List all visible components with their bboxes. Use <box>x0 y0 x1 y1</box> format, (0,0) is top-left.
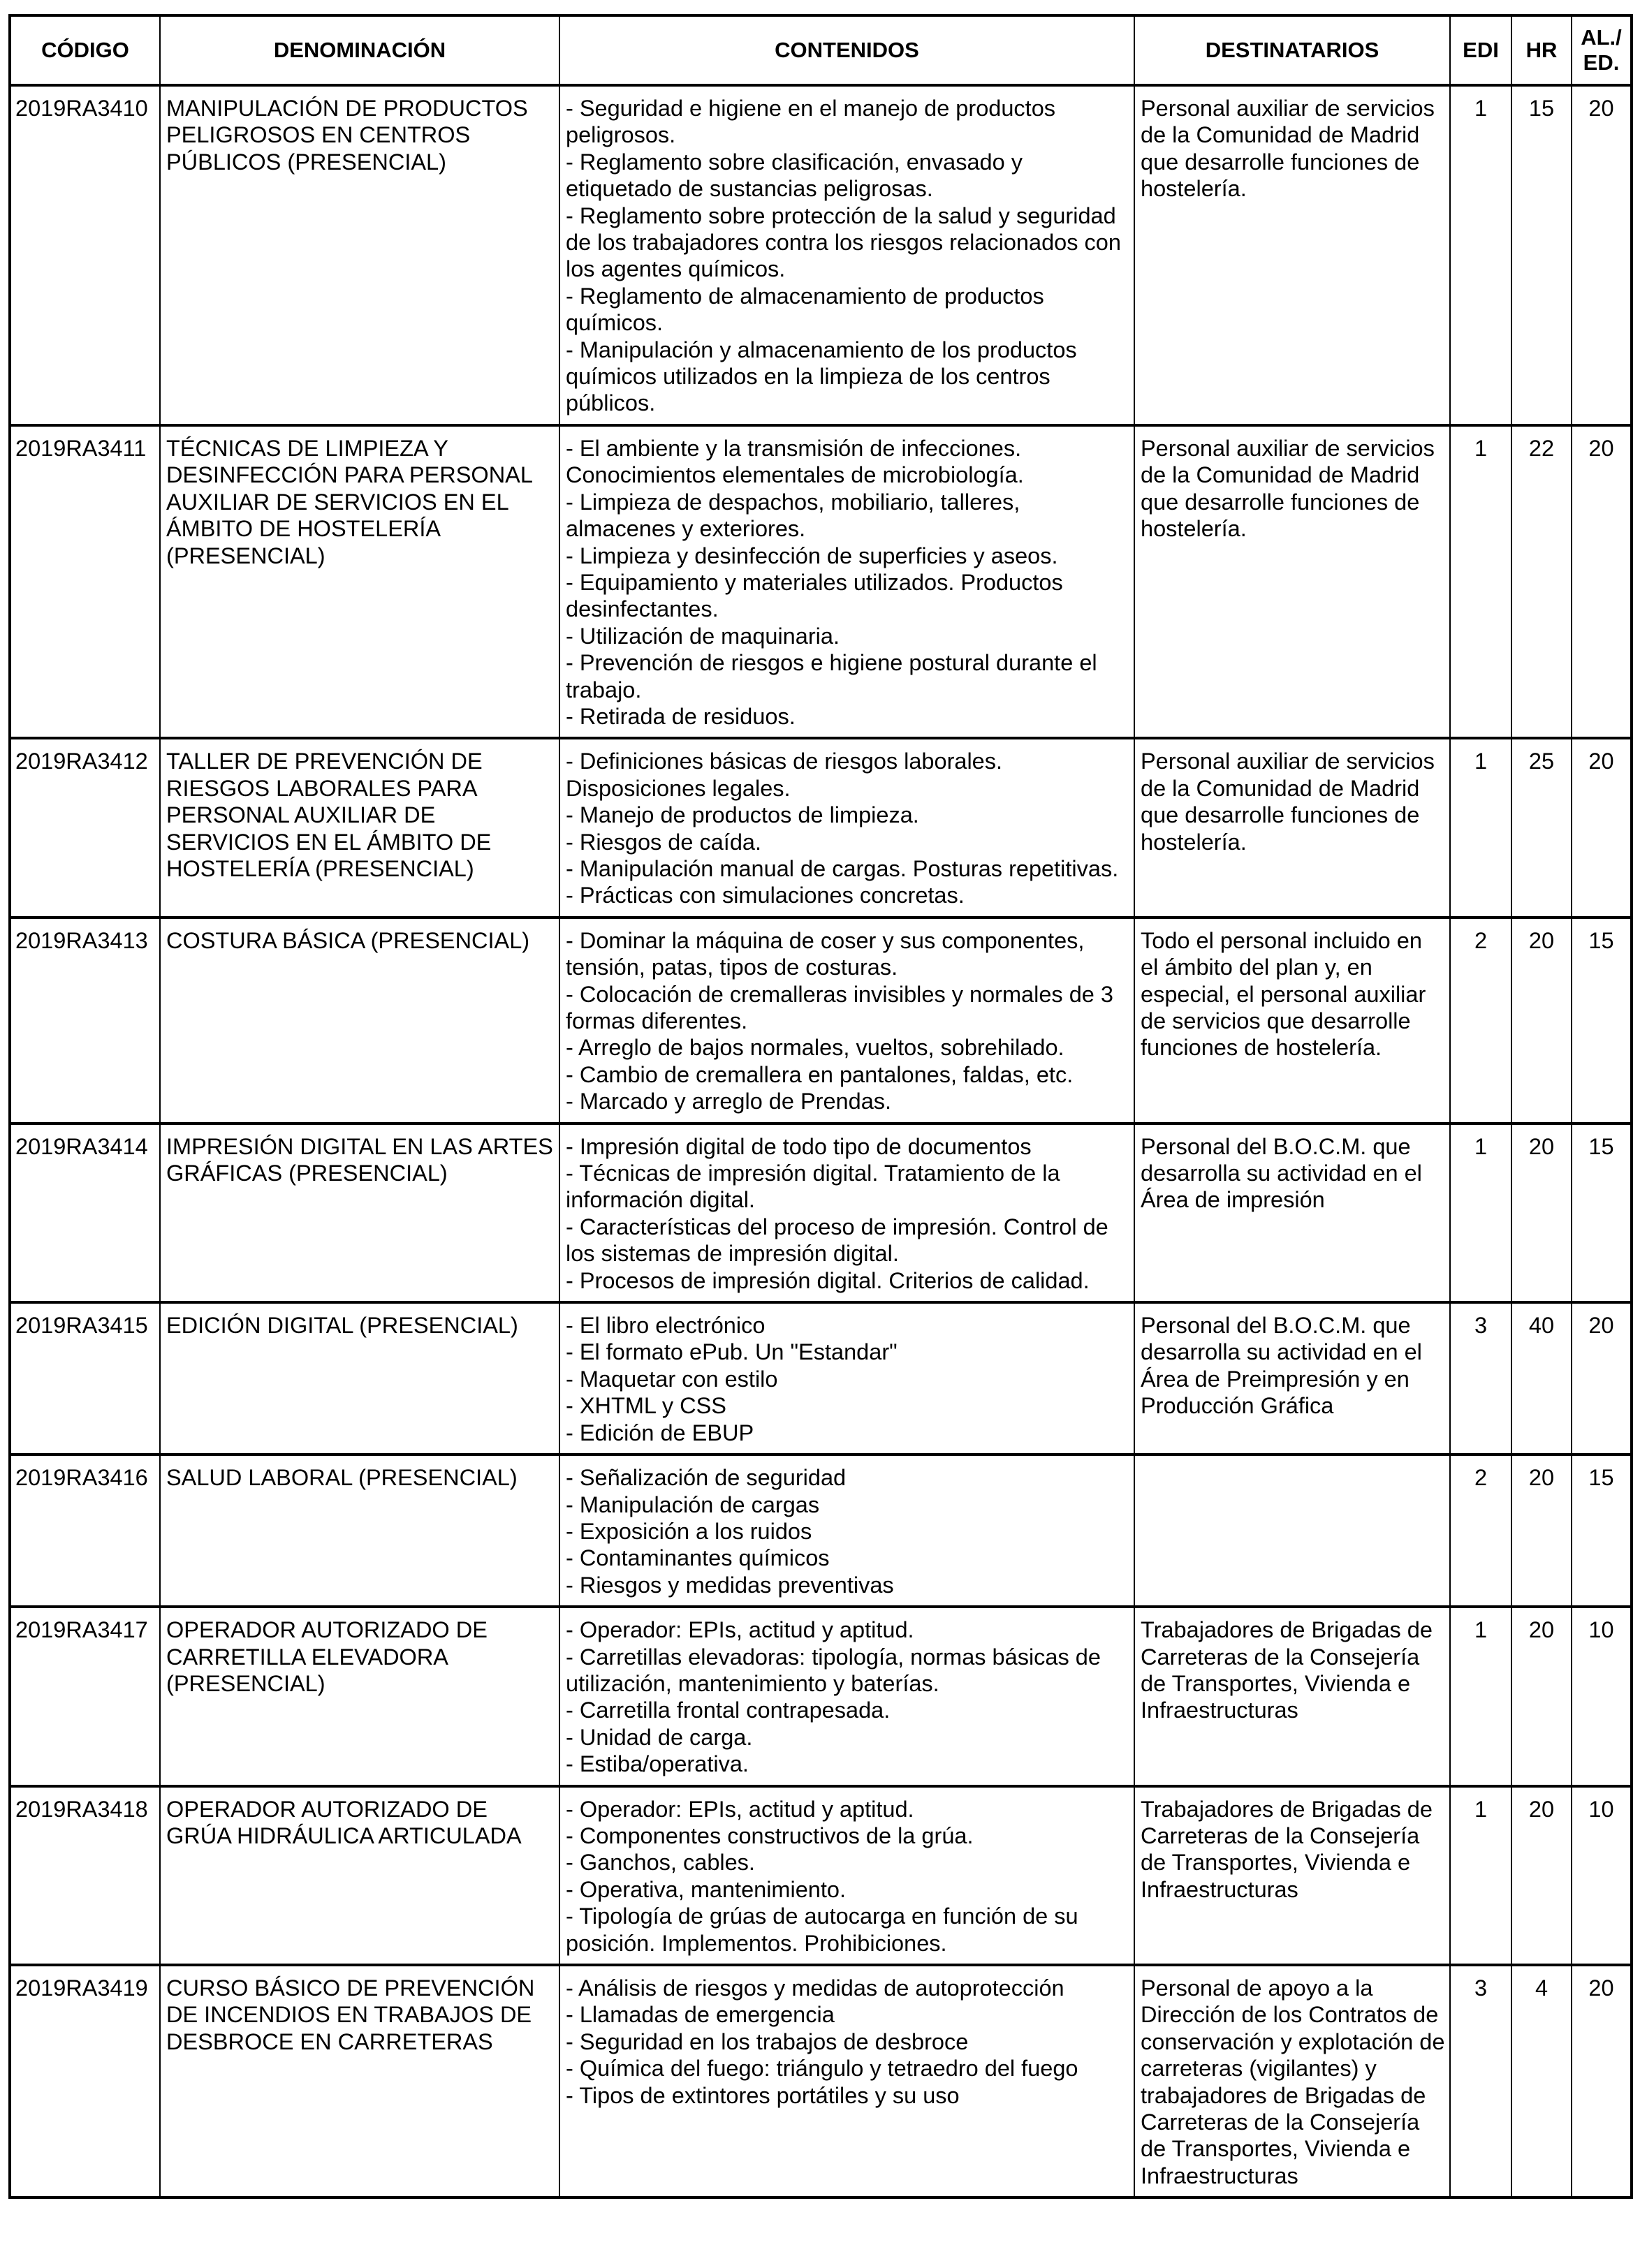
content-item: - Tipología de grúas de autocarga en función de su posición. Implementos. Prohibiciones. <box>566 1904 1078 1956</box>
cell-edi: 2 <box>1450 1455 1511 1607</box>
cell-al-ed: 20 <box>1572 1965 1632 2197</box>
cell-hr: 4 <box>1511 1965 1572 2197</box>
cell-al-ed: 20 <box>1572 85 1632 425</box>
content-item: - Equipamiento y materiales utilizados. Productos desinfectantes. <box>566 569 1063 622</box>
table-row <box>10 1124 1632 1302</box>
header-al-ed-line1: AL./ <box>1581 25 1622 50</box>
content-item: - Arreglo de bajos normales, vueltos, sobrehilado. <box>566 1035 1064 1061</box>
content-item: - Características del proceso de impresión. Control de los sistemas de impresión digital. <box>566 1214 1108 1267</box>
content-item: - Manipulación y almacenamiento de los productos químicos utilizados en la limpieza de los centros públicos. <box>566 337 1077 416</box>
content-item: - Cambio de cremallera en pantalones, faldas, etc. <box>566 1061 1074 1087</box>
content-item: - XHTML y CSS <box>566 1393 726 1419</box>
cell-destinatarios: Personal del B.O.C.M. que desarrolla su actividad en el Área de impresión <box>1134 1124 1450 1302</box>
header-al-ed-line2: ED. <box>1583 50 1620 75</box>
content-item: - Llamadas de emergencia <box>566 2002 835 2028</box>
cell-hr: 20 <box>1511 1124 1572 1302</box>
cell-contenidos <box>559 1455 1134 1607</box>
content-item: - Operador: EPIs, actitud y aptitud. <box>566 1617 914 1643</box>
content-item: - Tipos de extintores portátiles y su uso <box>566 2082 960 2108</box>
cell-al-ed: 20 <box>1572 425 1632 738</box>
cell-codigo: 2019RA3417 <box>10 1607 160 1785</box>
content-item: - Manipulación de cargas <box>566 1492 820 1517</box>
header-denominacion: DENOMINACIÓN <box>160 15 559 85</box>
cell-edi: 1 <box>1450 1124 1511 1302</box>
cell-al-ed: 15 <box>1572 1124 1632 1302</box>
cell-destinatarios: Personal auxiliar de servicios de la Comunidad de Madrid que desarrolle funciones de hostelería. <box>1134 85 1450 425</box>
content-item: - Limpieza de despachos, mobiliario, talleres, almacenes y exteriores. <box>566 489 1020 542</box>
cell-denominacion: COSTURA BÁSICA (PRESENCIAL) <box>160 918 559 1124</box>
content-item: - Carretilla frontal contrapesada. <box>566 1698 891 1723</box>
content-item: - El libro electrónico <box>566 1313 766 1339</box>
cell-contenidos <box>559 1607 1134 1785</box>
cell-destinatarios: Todo el personal incluido en el ámbito del plan y, en especial, el personal auxiliar de servicios que desarrolle funciones de hostelería. <box>1134 918 1450 1124</box>
content-item: - Edición de EBUP <box>566 1420 754 1445</box>
document-page <box>8 14 1630 2199</box>
content-item: - Colocación de cremalleras invisibles y normales de 3 formas diferentes. <box>566 981 1113 1033</box>
cell-codigo: 2019RA3412 <box>10 738 160 917</box>
cell-denominacion: EDICIÓN DIGITAL (PRESENCIAL) <box>160 1302 559 1455</box>
content-item: - Señalización de seguridad <box>566 1465 847 1491</box>
cell-edi: 2 <box>1450 918 1511 1124</box>
cell-codigo: 2019RA3414 <box>10 1124 160 1302</box>
content-item: - Marcado y arreglo de Prendas. <box>566 1089 892 1114</box>
cell-denominacion: CURSO BÁSICO DE PREVENCIÓN DE INCENDIOS EN TRABAJOS DE DESBROCE EN CARRETERAS <box>160 1965 559 2197</box>
cell-denominacion: MANIPULACIÓN DE PRODUCTOS PELIGROSOS EN CENTROS PÚBLICOS (PRESENCIAL) <box>160 85 559 425</box>
cell-edi: 3 <box>1450 1302 1511 1455</box>
content-item: - Utilización de maquinaria. <box>566 623 840 649</box>
content-item: - Unidad de carga. <box>566 1724 753 1750</box>
table-row <box>10 1455 1632 1607</box>
cell-contenidos <box>559 1302 1134 1455</box>
cell-denominacion: OPERADOR AUTORIZADO DE CARRETILLA ELEVADORA (PRESENCIAL) <box>160 1607 559 1785</box>
cell-al-ed: 20 <box>1572 738 1632 917</box>
cell-destinatarios <box>1134 1455 1450 1607</box>
cell-hr: 15 <box>1511 85 1572 425</box>
content-item: - Carretillas elevadoras: tipología, normas básicas de utilización, mantenimiento y baterías. <box>566 1644 1101 1696</box>
content-item: - Operador: EPIs, actitud y aptitud. <box>566 1796 914 1822</box>
cell-edi: 1 <box>1450 738 1511 917</box>
table-row <box>10 85 1632 425</box>
content-item: - Contaminantes químicos <box>566 1545 830 1571</box>
table-row <box>10 1607 1632 1785</box>
content-item: - Prevención de riesgos e higiene postural durante el trabajo. <box>566 650 1097 702</box>
content-item: - Riesgos y medidas preventivas <box>566 1572 894 1598</box>
content-item: - Reglamento sobre clasificación, envasado y etiquetado de sustancias peligrosas. <box>566 149 1023 202</box>
content-item: - Limpieza y desinfección de superficies y aseos. <box>566 543 1058 568</box>
content-item: - Manejo de productos de limpieza. <box>566 802 919 828</box>
content-item: - Componentes constructivos de la grúa. <box>566 1822 974 1848</box>
cell-contenidos <box>559 85 1134 425</box>
cell-denominacion: TALLER DE PREVENCIÓN DE RIESGOS LABORALES PARA PERSONAL AUXILIAR DE SERVICIOS EN EL ÁMBITO DE HOSTELERÍA (PRESENCIAL) <box>160 738 559 917</box>
cell-contenidos <box>559 1965 1134 2197</box>
content-item: - Técnicas de impresión digital. Tratamiento de la información digital. <box>566 1161 1060 1213</box>
table-row <box>10 425 1632 738</box>
content-item: - Prácticas con simulaciones concretas. <box>566 883 965 908</box>
courses-table <box>8 14 1633 2199</box>
cell-codigo: 2019RA3410 <box>10 85 160 425</box>
header-codigo: CÓDIGO <box>10 15 160 85</box>
content-item: - Exposición a los ruidos <box>566 1518 812 1544</box>
content-item: - Procesos de impresión digital. Criterios de calidad. <box>566 1267 1090 1293</box>
table-body <box>10 85 1632 2197</box>
content-item: - Reglamento sobre protección de la salud y seguridad de los trabajadores contra los riesgos relacionados con los agentes químicos. <box>566 202 1121 282</box>
cell-contenidos <box>559 425 1134 738</box>
cell-codigo: 2019RA3411 <box>10 425 160 738</box>
table-row <box>10 738 1632 917</box>
cell-hr: 20 <box>1511 1607 1572 1785</box>
cell-destinatarios: Personal de apoyo a la Dirección de los Contratos de conservación y explotación de carreteras (vigilantes) y trabajadores de Brigadas de Carreteras de la Consejería de Transportes, Vivienda e Infraestructuras <box>1134 1965 1450 2197</box>
cell-codigo: 2019RA3419 <box>10 1965 160 2197</box>
cell-hr: 20 <box>1511 918 1572 1124</box>
cell-codigo: 2019RA3413 <box>10 918 160 1124</box>
cell-edi: 1 <box>1450 1607 1511 1785</box>
cell-edi: 1 <box>1450 1786 1511 1965</box>
content-item: - Operativa, mantenimiento. <box>566 1876 847 1902</box>
header-al-ed <box>1572 15 1632 85</box>
cell-edi: 3 <box>1450 1965 1511 2197</box>
cell-codigo: 2019RA3415 <box>10 1302 160 1455</box>
cell-destinatarios: Trabajadores de Brigadas de Carreteras de la Consejería de Transportes, Vivienda e Infraestructuras <box>1134 1786 1450 1965</box>
content-item: - Estiba/operativa. <box>566 1751 749 1777</box>
content-item: - Reglamento de almacenamiento de productos químicos. <box>566 283 1044 336</box>
table-row <box>10 1786 1632 1965</box>
cell-contenidos <box>559 1124 1134 1302</box>
cell-edi: 1 <box>1450 425 1511 738</box>
cell-hr: 20 <box>1511 1786 1572 1965</box>
cell-al-ed: 15 <box>1572 1455 1632 1607</box>
cell-codigo: 2019RA3416 <box>10 1455 160 1607</box>
header-hr: HR <box>1511 15 1572 85</box>
cell-destinatarios: Personal auxiliar de servicios de la Comunidad de Madrid que desarrolle funciones de hostelería. <box>1134 738 1450 917</box>
content-item: - Seguridad en los trabajos de desbroce <box>566 2028 969 2054</box>
cell-al-ed: 10 <box>1572 1786 1632 1965</box>
cell-hr: 40 <box>1511 1302 1572 1455</box>
cell-contenidos <box>559 738 1134 917</box>
cell-al-ed: 15 <box>1572 918 1632 1124</box>
cell-hr: 20 <box>1511 1455 1572 1607</box>
header-contenidos: CONTENIDOS <box>559 15 1134 85</box>
table-header-row <box>10 15 1632 85</box>
content-item: - Ganchos, cables. <box>566 1850 755 1876</box>
content-item: - El formato ePub. Un "Estandar" <box>566 1339 898 1365</box>
cell-al-ed: 10 <box>1572 1607 1632 1785</box>
content-item: - Impresión digital de todo tipo de documentos <box>566 1133 1032 1159</box>
cell-hr: 25 <box>1511 738 1572 917</box>
header-edi: EDI <box>1450 15 1511 85</box>
content-item: - Maquetar con estilo <box>566 1366 778 1392</box>
cell-al-ed: 20 <box>1572 1302 1632 1455</box>
content-item: - Manipulación manual de cargas. Posturas repetitivas. <box>566 855 1119 881</box>
cell-denominacion: IMPRESIÓN DIGITAL EN LAS ARTES GRÁFICAS (PRESENCIAL) <box>160 1124 559 1302</box>
content-item: - Dominar la máquina de coser y sus componentes, tensión, patas, tipos de costuras. <box>566 927 1085 980</box>
table-row <box>10 1965 1632 2197</box>
content-item: - Definiciones básicas de riesgos laborales. Disposiciones legales. <box>566 749 1003 801</box>
table-row <box>10 1302 1632 1455</box>
cell-edi: 1 <box>1450 85 1511 425</box>
table-row <box>10 918 1632 1124</box>
content-item: - Seguridad e higiene en el manejo de productos peligrosos. <box>566 96 1056 148</box>
cell-denominacion: SALUD LABORAL (PRESENCIAL) <box>160 1455 559 1607</box>
header-destinatarios: DESTINATARIOS <box>1134 15 1450 85</box>
cell-destinatarios: Trabajadores de Brigadas de Carreteras de la Consejería de Transportes, Vivienda e Infraestructuras <box>1134 1607 1450 1785</box>
cell-destinatarios: Personal auxiliar de servicios de la Comunidad de Madrid que desarrolle funciones de hostelería. <box>1134 425 1450 738</box>
cell-contenidos <box>559 1786 1134 1965</box>
content-item: - Retirada de residuos. <box>566 703 796 729</box>
cell-denominacion: OPERADOR AUTORIZADO DE GRÚA HIDRÁULICA ARTICULADA <box>160 1786 559 1965</box>
cell-contenidos <box>559 918 1134 1124</box>
cell-destinatarios: Personal del B.O.C.M. que desarrolla su actividad en el Área de Preimpresión y en Producción Gráfica <box>1134 1302 1450 1455</box>
content-item: - Riesgos de caída. <box>566 829 762 855</box>
content-item: - Análisis de riesgos y medidas de autoprotección <box>566 1975 1064 2001</box>
cell-hr: 22 <box>1511 425 1572 738</box>
content-item: - Química del fuego: triángulo y tetraedro del fuego <box>566 2056 1078 2082</box>
cell-codigo: 2019RA3418 <box>10 1786 160 1965</box>
content-item: - El ambiente y la transmisión de infecciones. Conocimientos elementales de microbiología. <box>566 435 1024 488</box>
cell-denominacion: TÉCNICAS DE LIMPIEZA Y DESINFECCIÓN PARA PERSONAL AUXILIAR DE SERVICIOS EN EL ÁMBITO DE HOSTELERÍA (PRESENCIAL) <box>160 425 559 738</box>
